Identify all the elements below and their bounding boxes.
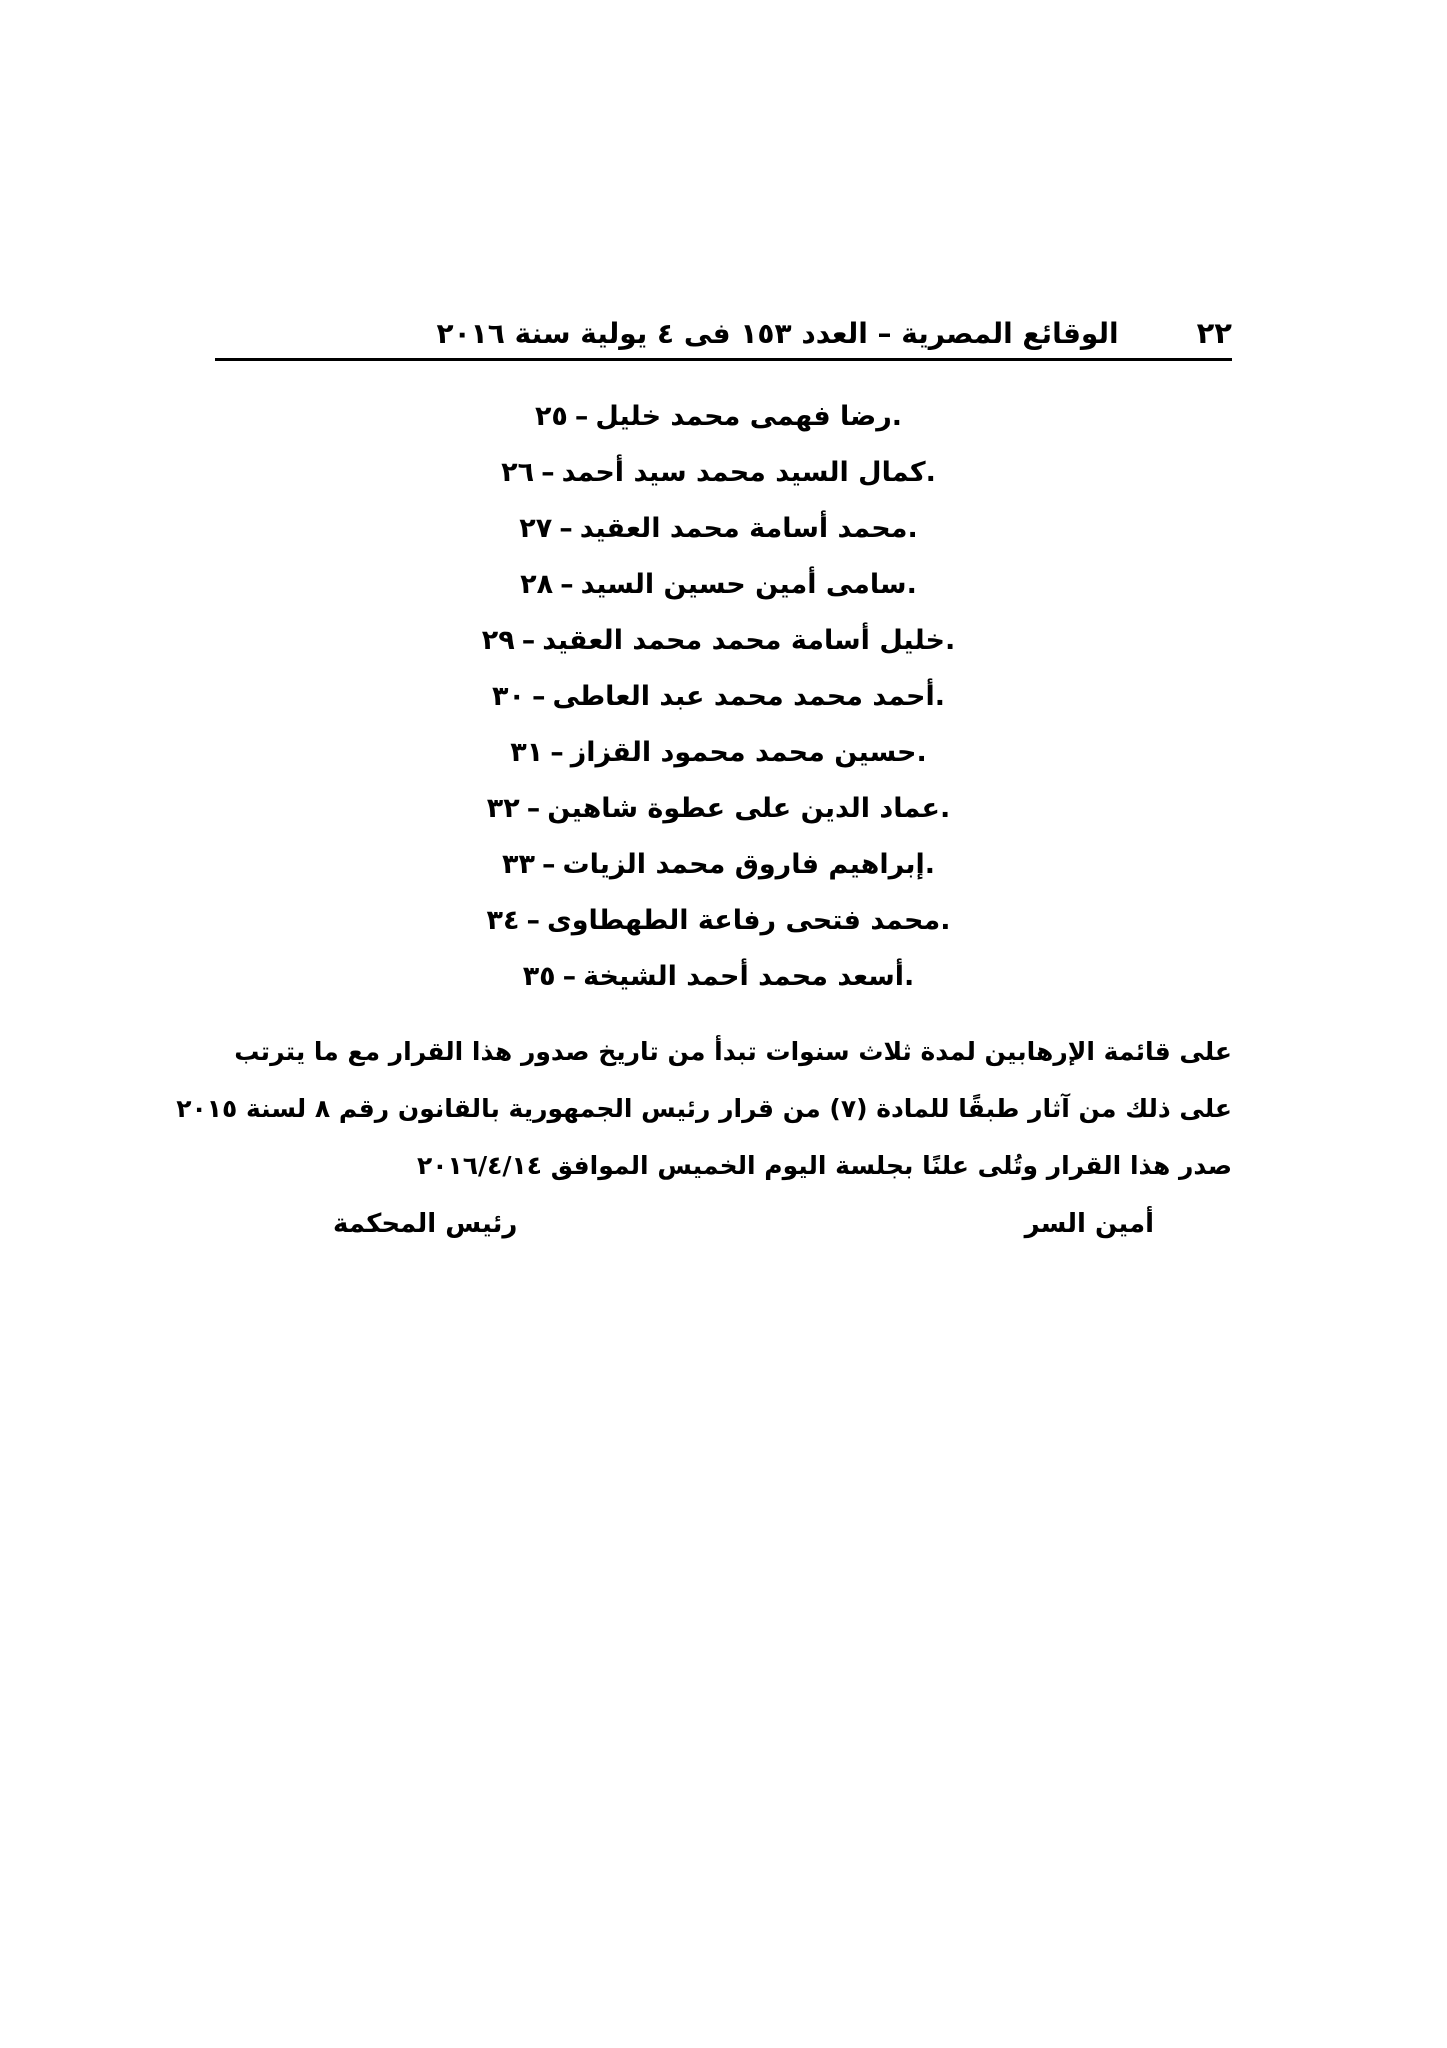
list-item-dash: –: [541, 456, 555, 488]
list-item: [215, 557, 1232, 613]
list-item: [215, 669, 1232, 725]
page-number: ٢٢: [1196, 316, 1232, 350]
list-item-terminator: .: [906, 568, 917, 600]
page-content: [176, 316, 1232, 1239]
list-item-number: ٣٤: [486, 904, 520, 936]
list-item-terminator: .: [891, 400, 903, 432]
list-item-number: ٣٣: [501, 848, 535, 880]
list-item-dash: –: [562, 960, 577, 992]
signature-secretary: أمين السر: [1024, 1208, 1154, 1239]
list-item: [215, 893, 1232, 949]
list-item-dash: –: [521, 624, 536, 656]
list-item-name: أسعد محمد أحمد الشيخة: [583, 960, 905, 992]
list-item-dash: –: [560, 568, 574, 600]
list-item-number: ٢٦: [501, 456, 535, 488]
decision-line-3: صدر هذا القرار وتُلى علنًا بجلسة اليوم الخميس الموافق ٢٠١٦/٤/١٤: [416, 1150, 1232, 1180]
name-list: [215, 389, 1232, 1005]
list-item-name: إبراهيم فاروق محمد الزيات: [562, 848, 925, 880]
list-item-name: سامى أمين حسين السيد: [580, 568, 907, 600]
list-item-dash: –: [574, 400, 589, 432]
list-item-number: ٣٥: [522, 960, 556, 992]
header-divider: [215, 358, 1232, 361]
running-head-title: الوقائع المصرية – العدد ١٥٣ فى ٤ يولية سنة ٢٠١٦: [436, 317, 1119, 351]
list-item-terminator: .: [907, 512, 918, 544]
list-item-dash: –: [526, 792, 541, 824]
list-item: [215, 501, 1232, 557]
decision-paragraph: [176, 1023, 1232, 1194]
list-item: [215, 725, 1232, 781]
list-item-name: حسين محمد محمود القزاز: [570, 736, 917, 768]
list-item-number: ٢٧: [519, 512, 553, 544]
decision-line-2: على ذلك من آثار طبقًا للمادة (٧) من قرار رئيس الجمهورية بالقانون رقم ٨ لسنة ٢٠١٥: [176, 1093, 1232, 1123]
list-item-number: ٢٥: [534, 400, 568, 432]
list-item-name: محمد فتحى رفاعة الطهطاوى: [547, 904, 941, 936]
list-item-dash: –: [531, 680, 546, 712]
list-item-name: خليل أسامة محمد محمد العقيد: [542, 624, 945, 656]
list-item: [215, 837, 1232, 893]
list-item-terminator: .: [934, 680, 946, 712]
list-item-number: ٣١: [510, 736, 544, 768]
page-header: [215, 318, 1232, 356]
list-item-number: ٣٢: [486, 792, 520, 824]
list-item-terminator: .: [924, 848, 936, 880]
list-item: [215, 389, 1232, 445]
list-item-number: ٣٠: [491, 680, 525, 712]
list-item-dash: –: [550, 736, 564, 768]
list-item-name: عماد الدين على عطوة شاهين: [547, 792, 940, 824]
list-item-terminator: .: [916, 736, 927, 768]
signature-court-president: رئيس المحكمة: [333, 1208, 518, 1239]
list-item: [215, 781, 1232, 837]
list-item-dash: –: [541, 848, 556, 880]
list-item-name: كمال السيد محمد سيد أحمد: [561, 456, 926, 488]
list-item-terminator: .: [904, 960, 915, 992]
list-item-number: ٢٨: [520, 568, 554, 600]
list-item: [215, 445, 1232, 501]
list-item-terminator: .: [944, 624, 956, 656]
list-item: [215, 613, 1232, 669]
list-item-dash: –: [526, 904, 540, 936]
signature-block: [215, 1210, 1232, 1239]
list-item: [215, 949, 1232, 1005]
list-item-terminator: .: [939, 792, 951, 824]
list-item-terminator: .: [940, 904, 951, 936]
decision-line-1: على قائمة الإرهابين لمدة ثلاث سنوات تبدأ من تاريخ صدور هذا القرار مع ما يترتب: [234, 1036, 1232, 1066]
list-item-terminator: .: [925, 456, 936, 488]
list-item-number: ٢٩: [481, 624, 515, 656]
list-item-dash: –: [559, 512, 573, 544]
list-item-name: رضا فهمى محمد خليل: [595, 400, 892, 432]
list-item-name: محمد أسامة محمد العقيد: [579, 512, 908, 544]
list-item-name: أحمد محمد محمد عبد العاطى: [552, 680, 935, 712]
